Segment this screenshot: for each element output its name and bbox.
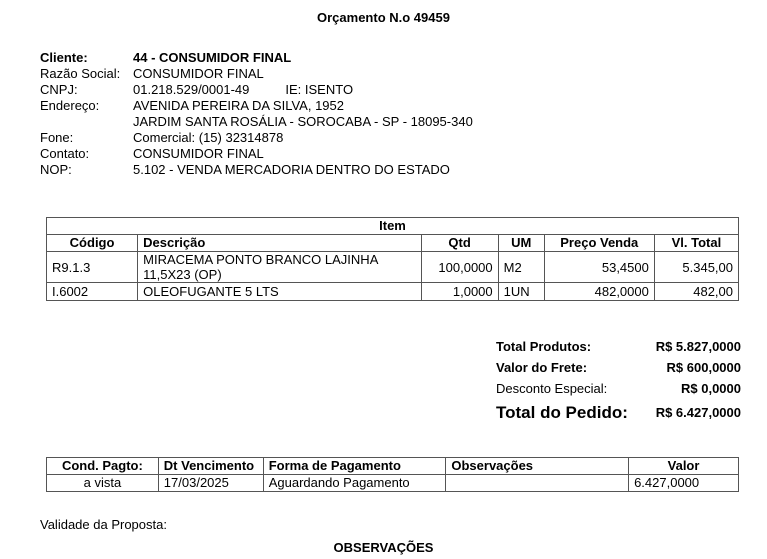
cell-qtd: 1,0000: [421, 283, 498, 301]
cell-codigo: I.6002: [47, 283, 138, 301]
header-preco: Preço Venda: [544, 235, 654, 252]
razao-label: Razão Social:: [40, 66, 121, 81]
header-forma-pagamento: Forma de Pagamento: [263, 458, 446, 475]
items-section-title: Item: [47, 218, 739, 235]
header-codigo: Código: [47, 235, 138, 252]
cnpj-value: 01.218.529/0001-49: [133, 82, 250, 97]
total-pedido-value: R$ 6.427,0000: [655, 405, 741, 420]
cell-descricao: OLEOFUGANTE 5 LTS: [138, 283, 421, 301]
header-valor: Valor: [629, 458, 739, 475]
nop-value: 5.102 - VENDA MERCADORIA DENTRO DO ESTADO: [133, 162, 450, 177]
desconto-label: Desconto Especial:: [496, 381, 608, 396]
nop-label: NOP:: [40, 162, 72, 177]
ie-value: IE: ISENTO: [285, 82, 354, 97]
items-table: [46, 217, 739, 301]
payment-table: [46, 457, 739, 492]
fone-label: Fone:: [40, 130, 74, 145]
cliente-value: 44 - CONSUMIDOR FINAL: [133, 50, 292, 65]
cell-total: 5.345,00: [654, 252, 738, 283]
razao-value: CONSUMIDOR FINAL: [133, 66, 264, 81]
header-dt-vencimento: Dt Vencimento: [158, 458, 263, 475]
cell-codigo: R9.1.3: [47, 252, 138, 283]
observacoes-title: OBSERVAÇÕES: [333, 540, 434, 555]
header-total: Vl. Total: [654, 235, 738, 252]
desconto-value: R$ 0,0000: [681, 381, 741, 396]
items-header-row: [47, 235, 739, 252]
cell-preco: 482,0000: [544, 283, 654, 301]
valor-frete-value: R$ 600,0000: [666, 360, 741, 375]
total-produtos-label: Total Produtos:: [496, 339, 592, 354]
cell-cond-pagto: a vista: [47, 475, 159, 492]
valor-frete-label: Valor do Frete:: [496, 360, 588, 375]
payment-header-row: [47, 458, 739, 475]
fone-value: Comercial: (15) 32314878: [133, 130, 284, 145]
page-title: Orçamento N.o 49459: [317, 10, 450, 25]
validade-label: Validade da Proposta:: [40, 517, 167, 532]
header-um: UM: [498, 235, 544, 252]
cell-preco: 53,4500: [544, 252, 654, 283]
endereco-line1: AVENIDA PEREIRA DA SILVA, 1952: [133, 98, 344, 113]
cell-qtd: 100,0000: [421, 252, 498, 283]
contato-value: CONSUMIDOR FINAL: [133, 146, 264, 161]
total-pedido-label: Total do Pedido:: [496, 402, 628, 422]
table-row: [47, 475, 739, 492]
client-info: [40, 50, 473, 178]
header-descricao: Descrição: [138, 235, 421, 252]
table-row: [47, 252, 739, 283]
header-observacoes: Observações: [446, 458, 629, 475]
contato-label: Contato:: [40, 146, 90, 161]
cell-valor: 6.427,0000: [629, 475, 739, 492]
endereco-line2: JARDIM SANTA ROSÁLIA - SOROCABA - SP - 18095-340: [133, 114, 473, 129]
total-produtos-value: R$ 5.827,0000: [655, 339, 741, 354]
cliente-label: Cliente:: [40, 50, 88, 65]
endereco-label: Endereço:: [40, 98, 100, 113]
cell-dt-vencimento: 17/03/2025: [158, 475, 263, 492]
cell-forma-pagamento: Aguardando Pagamento: [263, 475, 446, 492]
cell-um: M2: [498, 252, 544, 283]
cell-observacoes: [446, 475, 629, 492]
header-qtd: Qtd: [421, 235, 498, 252]
table-row: [47, 283, 739, 301]
cell-um: 1UN: [498, 283, 544, 301]
cnpj-label: CNPJ:: [40, 82, 78, 97]
totals-block: [496, 336, 741, 426]
cell-total: 482,00: [654, 283, 738, 301]
cell-descricao: MIRACEMA PONTO BRANCO LAJINHA 11,5X23 (OP): [138, 252, 421, 283]
header-cond-pagto: Cond. Pagto:: [47, 458, 159, 475]
